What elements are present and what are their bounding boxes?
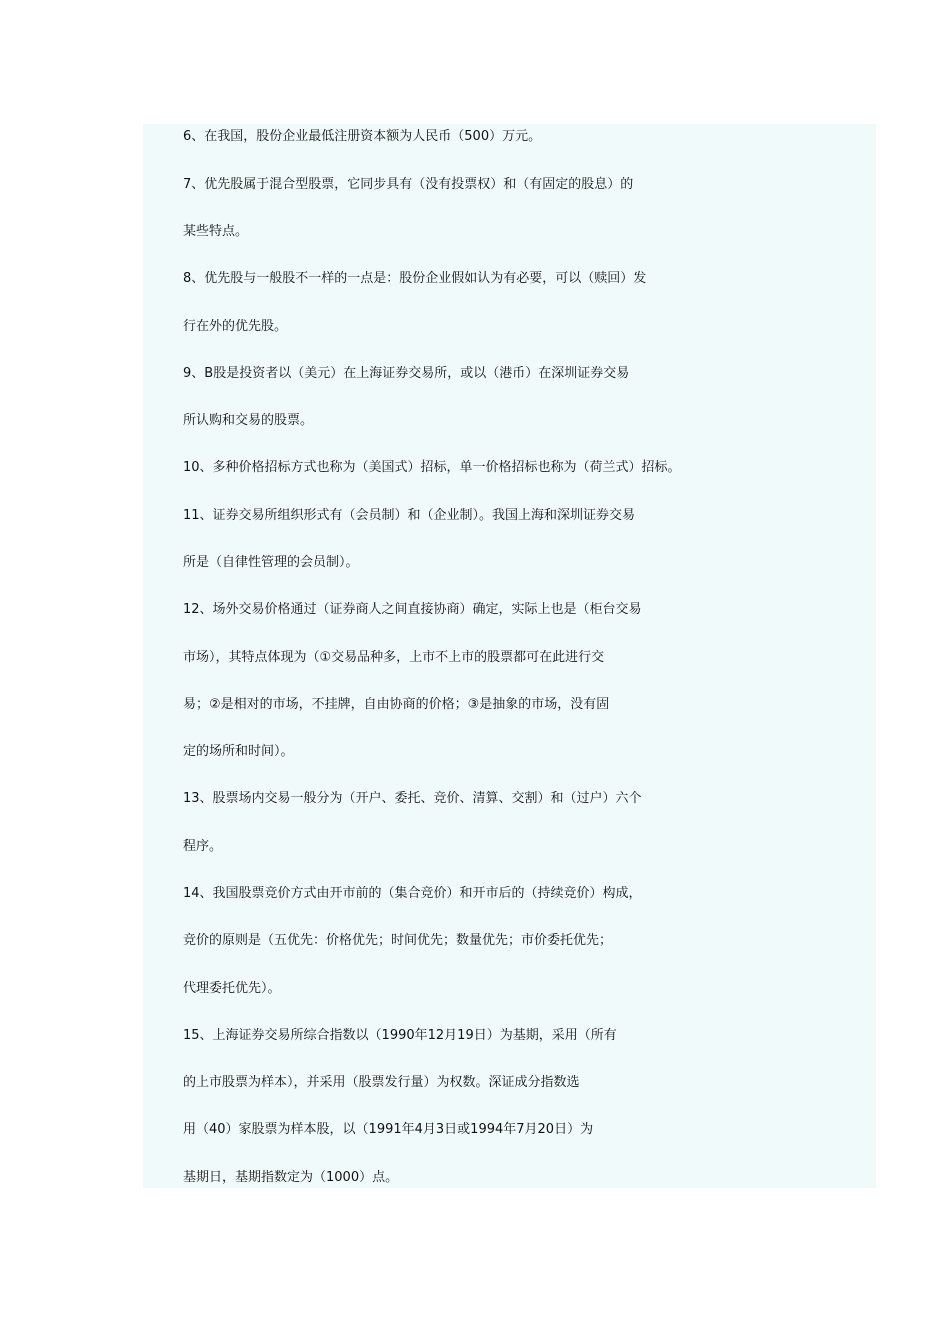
text-line: 易；②是相对的市场，不挂牌，自由协商的价格；③是抽象的市场，没有固 (183, 697, 610, 712)
text-line: 所认购和交易的股票。 (183, 413, 314, 428)
text-line: 代理委托优先）。 (183, 981, 281, 996)
text-line: 某些特点。 (183, 224, 249, 239)
text-line: 所是（自律性管理的会员制）。 (183, 555, 359, 570)
text-line: 的上市股票为样本），并采用（股票发行量）为权数。深证成分指数选 (183, 1075, 580, 1090)
text-line: 13、股票场内交易一般分为（开户、委托、竞价、清算、交割）和（过户）六个 (183, 791, 642, 806)
text-line: 用（40）家股票为样本股，以（1991年4月3日或1994年7月20日）为 (183, 1122, 594, 1137)
text-line: 市场），其特点体现为（①交易品种多，上市不上市的股票都可在此进行交 (183, 650, 605, 665)
text-line: 竞价的原则是（五优先：价格优先；时间优先；数量优先；市价委托优先； (183, 933, 613, 948)
text-line: 基期日，基期指数定为（1000）点。 (183, 1170, 399, 1185)
text-line: 程序。 (183, 839, 223, 854)
text-line: 定的场所和时间）。 (183, 744, 294, 759)
text-line: 6、在我国，股份企业最低注册资本额为人民币（500）万元。 (183, 129, 542, 144)
text-line: 14、我国股票竞价方式由开市前的（集合竞价）和开市后的（持续竞价）构成， (183, 886, 642, 901)
text-line: 行在外的优先股。 (183, 319, 288, 334)
text-line: 7、优先股属于混合型股票，它同步具有（没有投票权）和（有固定的股息）的 (183, 177, 634, 192)
text-line: 11、证券交易所组织形式有（会员制）和（企业制）。我国上海和深圳证券交易 (183, 508, 636, 523)
text-line: 9、B股是投资者以（美元）在上海证券交易所，或以（港币）在深圳证券交易 (183, 366, 630, 381)
text-line: 8、优先股与一般股不一样的一点是：股份企业假如认为有必要，可以（赎回）发 (183, 271, 647, 286)
text-line: 15、上海证券交易所综合指数以（1990年12月19日）为基期，采用（所有 (183, 1028, 617, 1043)
text-line: 12、场外交易价格通过（证券商人之间直接协商）确定，实际上也是（柜台交易 (183, 602, 642, 617)
text-line: 10、多种价格招标方式也称为（美国式）招标，单一价格招标也称为（荷兰式）招标。 (183, 460, 681, 475)
